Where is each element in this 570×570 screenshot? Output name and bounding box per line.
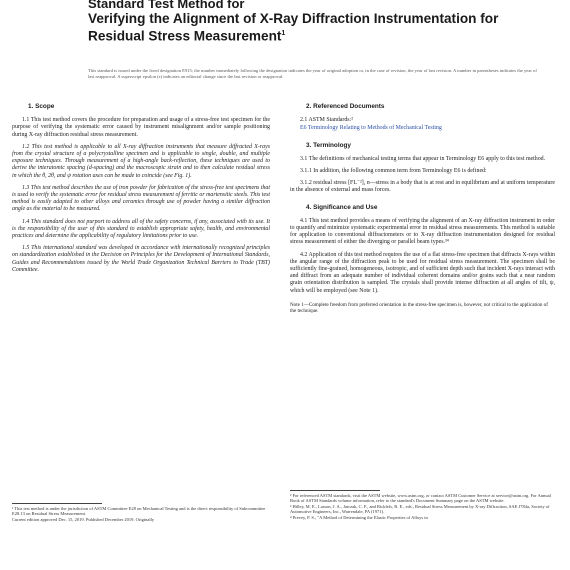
footnote-1: ¹ This test method is under the jurisdiction of ASTM Committee E28 on Mechanical Testing and is the direct responsibility of Subcommittee E28.13 on Residual Stress Measurement. [12,506,266,517]
footnote-3: ³ Hilley, M. E., Larson, J. A., Jatczak, C. F., and Ricklefs, R. E., eds., Residual Stress Measurement by X-ray Diffraction, SAE J784a, Society of Automotive Engineers, Inc., Warrendale, PA (1971). [290,503,550,515]
note-1: Note 1—Complete freedom from preferred orientation in the stress-free specimen is, however, not critical to the application of the technique. [290,301,548,315]
title-footnote-mark: 1 [281,30,286,37]
right-footnote-rule [290,490,380,491]
paragraph-4-2: 4.2 Application of this test method requires the use of a flat stress-free specimen that diffracts X-rays within the angular range of the diffraction peak to be used for residual stress measurement. The specimen shall be sufficiently fine-grained, homogeneous, isotropic, and of sufficient depth such that incident X-rays interact with and diffract from an adequate number of individual coherent domains and/or grains such that a near random grain orientation distribution is sampled. The crystals shall provide intense diffraction at all angles of tilt, ψ, which will be employed (see Note 1). [290,251,555,294]
designation-notice: This standard is issued under the fixed designation E915; the number immediately following the designation indicates the year of original adoption or, in the case of revision, the year of last revision. A number in parentheses indicates the year of last reapproval. A superscript epsilon (ε) indicates an editorial change since the last revision or reapproval. [88,68,537,79]
right-footnotes [290,493,555,520]
left-footnotes [12,506,270,522]
footnote-2: ² For referenced ASTM standards, visit the ASTM website, www.astm.org, or contact ASTM Customer Service at service@astm.org. For Annual Book of ASTM Standards volume information, refer to the standard's Document Summary page on the ASTM website. [290,493,551,504]
reference-e6-link[interactable]: E6 Terminology Relating to Methods of Mechanical Testing [300,125,442,132]
paragraph-1-5: 1.5 This international standard was developed in accordance with internationally recognized principles on standardization established in the Decision on Principles for the Development of International Standards, Guides and Recommendations issued by the World Trade Organization Technical Barriers to Trade (TBT) Committee. [12,245,270,273]
title-prefix: Standard Test Method for [88,0,245,11]
footnote-4: ⁴ Prevey, P. S., "A Method of Determining the Elastic Properties of Alloys in [290,514,428,520]
reference-astm-standards: 2.1 ASTM Standards:² [300,117,353,124]
paragraph-3-1-2: 3.1.2 residual stress [FL⁻²], n—stress in a body that is at rest and in equilibrium and at uniform temperature in the absence of external and mass forces. [290,180,555,194]
document-title [88,11,548,44]
paragraph-1-1: 1.1 This test method covers the procedure for preparation and usage of a stress-free test specimen for the purpose of verifying the systematic error caused by instrument misalignment and/or sample positioning during X-ray diffraction residual stress measurement. [12,117,270,138]
paragraph-1-4: 1.4 This standard does not purport to address all of the safety concerns, if any, associated with its use. It is the responsibility of the user of this standard to establish appropriate safety, health, and environmental practices and determine the applicability of regulatory limitations prior to use. [12,218,270,240]
paragraph-1-2: 1.2 This test method is applicable to all X-ray diffraction instruments that measure diffracted X-rays from the crystal structure of a polycrystalline specimen and is applicable to single, double, and multiple exposure techniques. Through measurement of a high-angle back-reflection, these techniques are used to derive the interatomic spacing (d-spacing) and the macroscopic strain and to then calculate residual stress in which the θ, 2θ, and ψ rotation axes can be made to coincide (see Fig. 1). [12,143,270,179]
section-heading-significance: 4. Significance and Use [306,203,378,211]
footnote-1-edition: Current edition approved Dec. 15, 2019. Published December 2019. Originally [12,516,155,522]
left-column [12,103,270,279]
paragraph-4-1: 4.1 This test method provides a means of verifying the alignment of an X-ray diffraction instrument in order to quantify and minimize systematic experimental error in residual stress measurements. This method is suitable for application to conventional diffractometers or to X-ray diffraction instrumentation designed for residual stress measurement of either the diverging or parallel beam types.³⁴ [290,217,555,246]
left-footnote-rule [12,503,102,504]
section-heading-referenced-documents: 2. Referenced Documents [306,103,385,110]
paragraph-3-1-1: 3.1.1 In addition, the following common term from Terminology E6 is defined: [300,168,487,175]
paragraph-3-1: 3.1 The definitions of mechanical testing terms that appear in Terminology E6 apply to this test method. [300,155,546,162]
section-heading-terminology: 3. Terminology [306,141,351,149]
paragraph-1-3: 1.3 This test method describes the use of iron powder for fabrication of the stress-free test specimens that is used to verify the systematic error for residual stress measurement of ferritic or martensitic steels. This test method is easily adapted to other alloys and ceramics through use of powder having a similar diffraction angle as the material to be measured. [12,184,270,213]
right-column [290,103,555,314]
document-header [88,0,548,44]
document-title-text: Verifying the Alignment of X-Ray Diffraction Instrumentation for Residual Stress Measurement [88,11,499,44]
section-heading-scope: 1. Scope [28,103,55,110]
